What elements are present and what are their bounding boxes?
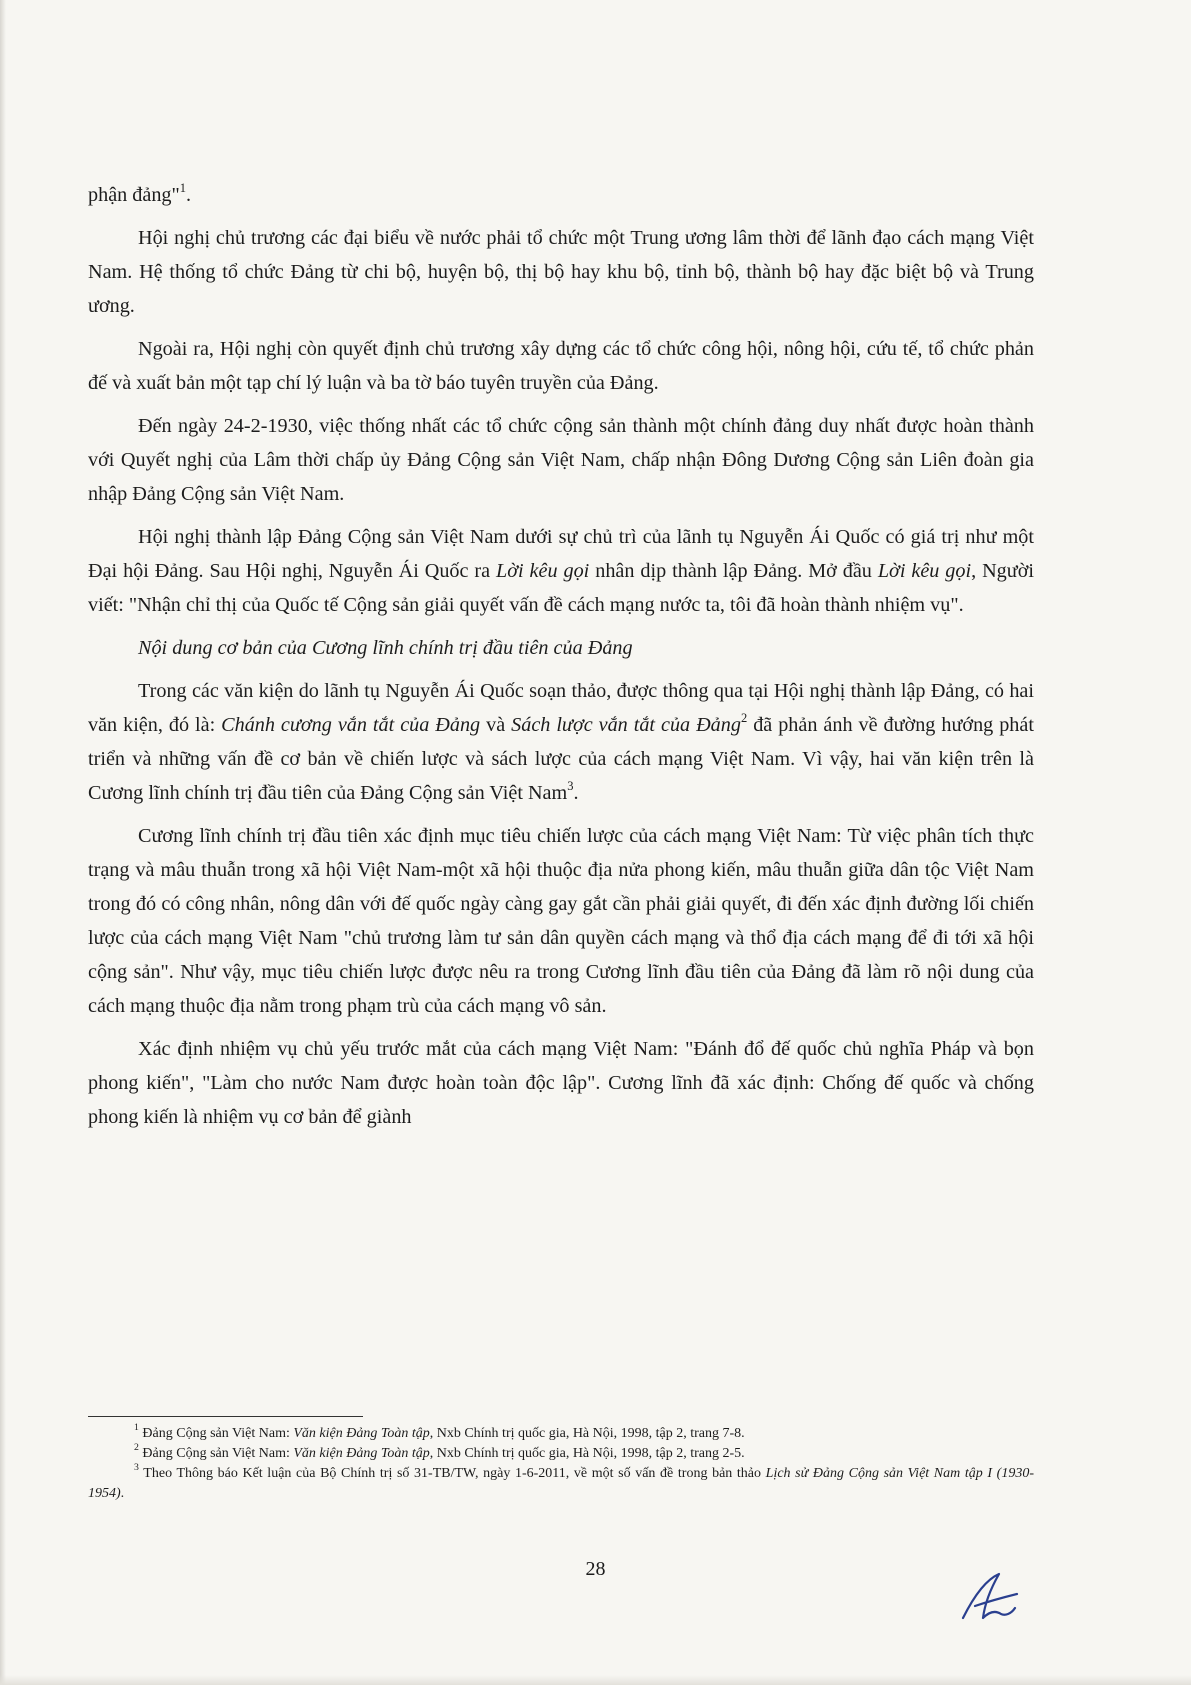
paragraph: Xác định nhiệm vụ chủ yếu trước mắt của cách mạng Việt Nam: "Đánh đổ đế quốc chủ nghĩa Pháp và bọn phong kiến", "Làm cho nước Nam được hoàn toàn độc lập". Cương lĩnh đã xác định: Chống đế quốc và chống phong kiến là nhiệm vụ cơ bản để giành [88, 1038, 1034, 1128]
section-heading: Nội dung cơ bản của Cương lĩnh chính trị đầu tiên của Đảng [138, 637, 633, 659]
italic-title: Lời kêu gọi [877, 560, 972, 582]
footnotes [88, 1424, 1034, 1504]
italic-title: Chánh cương vắn tắt của Đảng [221, 714, 481, 736]
italic-title: Sách lược vắn tắt của Đảng [511, 714, 741, 736]
paragraph-continuation: phận đảng"$^1$. [88, 181, 192, 206]
paragraph: Hội nghị chủ trương các đại biểu về nước phải tổ chức một Trung ương lâm thời để lãnh đạo cách mạng Việt Nam. Hệ thống tổ chức Đảng từ chi bộ, huyện bộ, thị bộ hay khu bộ, tỉnh bộ, thành bộ hay đặc biệt bộ và Trung ương. [88, 227, 1034, 317]
footnote-ref-2: 2 [740, 711, 748, 726]
footnote-3: $^3$ Theo Thông báo Kết luận của Bộ Chính trị số 31-TB/TW, ngày 1-6-2011, về một số vấn đề trong bản thảo Lịch sử Đảng Cộng sản Việt Nam tập I (1930-1954). [88, 1462, 1035, 1501]
page-number: 28 [585, 1558, 606, 1580]
footnote-1: $^1$ Đảng Cộng sản Việt Nam: Văn kiện Đảng Toàn tập, Nxb Chính trị quốc gia, Hà Nội, 1998, tập 2, trang 7-8. [134, 1422, 745, 1441]
footnote-2: $^2$ Đảng Cộng sản Việt Nam: Văn kiện Đảng Toàn tập, Nxb Chính trị quốc gia, Hà Nội, 1998, tập 2, trang 2-5. [134, 1442, 745, 1461]
scan-bottom-edge [0, 1675, 1191, 1685]
italic-title: Lời kêu gọi [496, 560, 590, 582]
footnote-ref-1: 1 [179, 181, 187, 196]
footnote-separator [88, 1416, 363, 1417]
body-text [88, 178, 1034, 1143]
paragraph: Ngoài ra, Hội nghị còn quyết định chủ trương xây dựng các tổ chức công hội, nông hội, cứu tế, tổ chức phản đế và xuất bản một tạp chí lý luận và ba tờ báo tuyên truyền của Đảng. [88, 338, 1034, 394]
signature-icon [955, 1568, 1025, 1628]
footnote-ref-3: 3 [567, 779, 574, 794]
paragraph: Hội nghị thành lập Đảng Cộng sản Việt Nam dưới sự chủ trì của lãnh tụ Nguyễn Ái Quốc có giá trị như một Đại hội Đảng. Sau Hội nghị, Nguyễn Ái Quốc ra Lời kêu gọi nhân dịp thành lập Đảng. Mở đầu Lời kêu gọi, Người viết: "Nhận chỉ thị của Quốc tế Cộng sản giải quyết vấn đề cách mạng nước ta, tôi đã hoàn thành nhiệm vụ". [88, 526, 1034, 616]
scan-edge-shadow [0, 0, 6, 1685]
paragraph: Cương lĩnh chính trị đầu tiên xác định mục tiêu chiến lược của cách mạng Việt Nam: Từ việc phân tích thực trạng và mâu thuẫn trong xã hội Việt Nam-một xã hội thuộc địa nửa phong kiến, mâu thuẫn giữa dân tộc Việt Nam trong đó có công nhân, nông dân với đế quốc ngày càng gay gắt cần phải giải quyết, đi đến xác định đường lối chiến lược của cách mạng Việt Nam "chủ trương làm tư sản dân quyền cách mạng và thổ địa cách mạng để đi tới xã hội cộng sản". Như vậy, mục tiêu chiến lược được nêu ra trong Cương lĩnh đầu tiên của Đảng đã làm rõ nội dung của cách mạng thuộc địa nằm trong phạm trù của cách mạng vô sản. [88, 825, 1034, 1017]
paragraph: Đến ngày 24-2-1930, việc thống nhất các tổ chức cộng sản thành một chính đảng duy nhất được hoàn thành với Quyết nghị của Lâm thời chấp ủy Đảng Cộng sản Việt Nam, chấp nhận Đông Dương Cộng sản Liên đoàn gia nhập Đảng Cộng sản Việt Nam. [88, 415, 1034, 505]
paragraph: Trong các văn kiện do lãnh tụ Nguyễn Ái Quốc soạn thảo, được thông qua tại Hội nghị thành lập Đảng, có hai văn kiện, đó là: Chánh cương vắn tắt của Đảng và Sách lược vắn tắt của Đảng$^2$ đã phản ánh về đường hướng phát triển và những vấn đề cơ bản về chiến lược và sách lược của cách mạng Việt Nam. Vì vậy, hai văn kiện trên là Cương lĩnh chính trị đầu tiên của Đảng Cộng sản Việt Nam$^3$. [88, 680, 1034, 804]
